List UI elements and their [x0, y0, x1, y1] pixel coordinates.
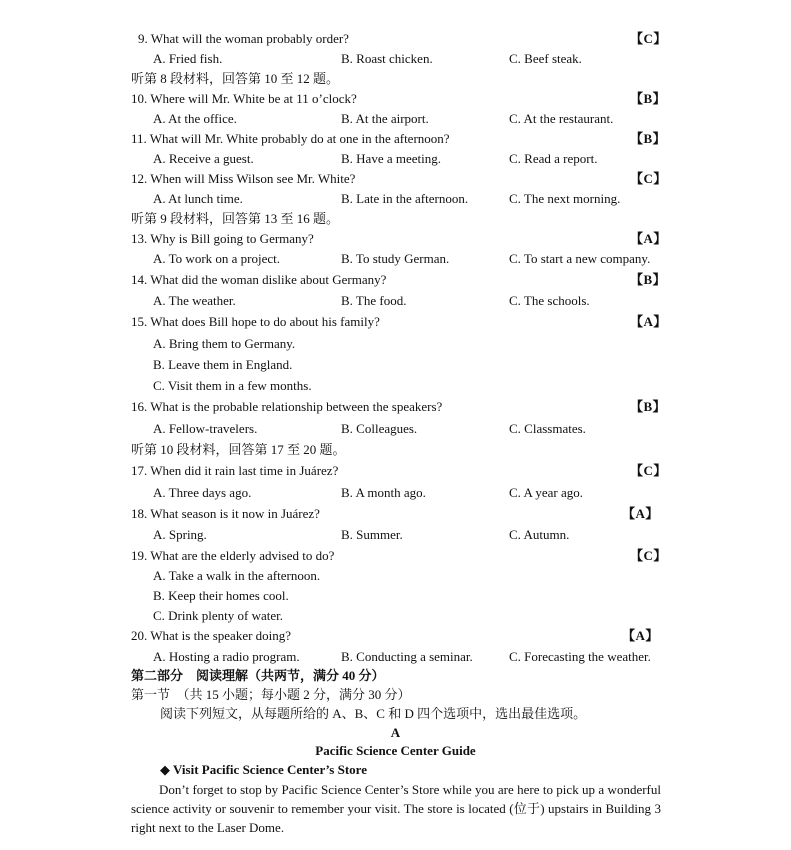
options-row: [0, 484, 791, 502]
option-b: B. Have a meeting.: [341, 151, 441, 166]
option-c: C. Classmates.: [509, 421, 586, 436]
options-row: [0, 648, 791, 666]
option-c: C. The schools.: [509, 293, 590, 308]
option-c: C. Read a report.: [509, 151, 598, 166]
question-row: [0, 462, 791, 480]
option-c: C. The next morning.: [509, 191, 621, 206]
question-text: 16. What is the probable relationship between the speakers?: [131, 399, 443, 414]
answer-key: 【C】: [630, 463, 667, 478]
option-b: B. Conducting a seminar.: [341, 649, 473, 664]
section-intro: [0, 70, 791, 88]
option-b: B. Leave them in England.: [153, 357, 293, 372]
section-intro: [0, 210, 791, 228]
question-row: [0, 230, 791, 248]
answer-key: 【A】: [630, 314, 667, 329]
option-row: [0, 587, 791, 605]
option-a: A. Receive a guest.: [153, 151, 254, 166]
option-b: B. Roast chicken.: [341, 51, 433, 66]
passage-letter-row: [0, 724, 791, 742]
reading-instruction: 阅读下列短文，从每题所给的 A、B、C 和 D 四个选项中，选出最佳选项。: [160, 706, 587, 721]
question-row: [0, 547, 791, 565]
options-row: [0, 150, 791, 168]
option-c: C. Drink plenty of water.: [153, 608, 283, 623]
option-b: B. At the airport.: [341, 111, 429, 126]
option-a: A. Take a walk in the afternoon.: [153, 568, 321, 583]
options-row: [0, 292, 791, 310]
option-c: C. A year ago.: [509, 485, 584, 500]
section-intro: [0, 441, 791, 459]
intro-text: 听第 9 段材料，回答第 13 至 16 题。: [131, 211, 340, 226]
answer-key: 【B】: [630, 272, 667, 287]
question-text: 14. What did the woman dislike about Germany?: [131, 272, 387, 287]
question-text: 9. What will the woman probably order?: [138, 31, 349, 46]
option-a: A. Bring them to Germany.: [153, 336, 296, 351]
store-heading: ◆ Visit Pacific Science Center’s Store: [160, 762, 367, 777]
option-a: A. At the office.: [153, 111, 237, 126]
question-text: 19. What are the elderly advised to do?: [131, 548, 335, 563]
option-row: [0, 567, 791, 585]
options-row: [0, 50, 791, 68]
question-row: [0, 505, 791, 523]
option-row: [0, 356, 791, 374]
option-c: C. To start a new company.: [509, 251, 651, 266]
options-row: [0, 110, 791, 128]
answer-key: 【C】: [630, 548, 667, 563]
question-row: [0, 271, 791, 289]
question-text: 20. What is the speaker doing?: [131, 628, 292, 643]
passage-letter: A: [390, 725, 401, 740]
answer-key: 【C】: [630, 171, 667, 186]
question-row: [0, 130, 791, 148]
option-a: A. To work on a project.: [153, 251, 281, 266]
bullet-heading-row: [0, 761, 791, 779]
question-text: 11. What will Mr. White probably do at one in the afternoon?: [131, 131, 450, 146]
option-a: A. Three days ago.: [153, 485, 252, 500]
option-row: [0, 607, 791, 625]
intro-text: 听第 8 段材料，回答第 10 至 12 题。: [131, 71, 340, 86]
option-row: [0, 335, 791, 353]
store-paragraph: Don’t forget to stop by Pacific Science Center’s Store while you are here to pick up a wonderful science activity or souvenir to remember your visit. The store is located (位于) upstairs in Building 3 right next to the Laser Dome.: [131, 782, 661, 835]
option-a: A. Spring.: [153, 527, 207, 542]
question-text: 10. Where will Mr. White be at 11 o’clock?: [131, 91, 357, 106]
question-text: 17. When did it rain last time in Juárez?: [131, 463, 339, 478]
options-row: [0, 250, 791, 268]
option-c: C. Beef steak.: [509, 51, 582, 66]
question-row: [0, 313, 791, 331]
question-row: [0, 627, 791, 645]
section-heading-row: [0, 686, 791, 704]
options-row: [0, 420, 791, 438]
option-b: B. Keep their homes cool.: [153, 588, 289, 603]
option-a: A. Fried fish.: [153, 51, 223, 66]
question-row: [0, 398, 791, 416]
answer-key: 【A】: [622, 506, 659, 521]
section-one-title: 第一节 （共 15 小题；每小题 2 分，满分 30 分）: [131, 687, 411, 702]
answer-key: 【A】: [622, 628, 659, 643]
question-row: [0, 170, 791, 188]
answer-key: 【B】: [630, 131, 667, 146]
answer-key: 【C】: [630, 31, 667, 46]
answer-key: 【B】: [630, 399, 667, 414]
option-a: A. At lunch time.: [153, 191, 243, 206]
options-row: [0, 526, 791, 544]
option-a: A. The weather.: [153, 293, 236, 308]
option-b: B. Colleagues.: [341, 421, 418, 436]
option-b: B. A month ago.: [341, 485, 426, 500]
intro-text: 听第 10 段材料，回答第 17 至 20 题。: [131, 442, 346, 457]
option-b: B. Late in the afternoon.: [341, 191, 469, 206]
option-a: A. Hosting a radio program.: [153, 649, 300, 664]
option-b: B. The food.: [341, 293, 407, 308]
option-b: B. Summer.: [341, 527, 403, 542]
option-c: C. Forecasting the weather.: [509, 649, 651, 664]
option-b: B. To study German.: [341, 251, 450, 266]
question-text: 12. When will Miss Wilson see Mr. White?: [131, 171, 356, 186]
question-row: [0, 30, 791, 48]
part-two-title: 第二部分 阅读理解（共两节，满分 40 分）: [131, 668, 385, 683]
part-heading-row: [0, 667, 791, 685]
passage-title-row: [0, 742, 791, 760]
question-row: [0, 90, 791, 108]
option-c: C. At the restaurant.: [509, 111, 614, 126]
question-text: 18. What season is it now in Juárez?: [131, 506, 320, 521]
question-text: 13. Why is Bill going to Germany?: [131, 231, 314, 246]
question-text: 15. What does Bill hope to do about his family?: [131, 314, 380, 329]
option-c: C. Visit them in a few months.: [153, 378, 312, 393]
option-a: A. Fellow-travelers.: [153, 421, 258, 436]
passage-title: Pacific Science Center Guide: [315, 743, 476, 758]
answer-key: 【A】: [630, 231, 667, 246]
options-row: [0, 190, 791, 208]
option-c: C. Autumn.: [509, 527, 570, 542]
option-row: [0, 377, 791, 395]
answer-key: 【B】: [630, 91, 667, 106]
instruction-row: [0, 705, 791, 723]
